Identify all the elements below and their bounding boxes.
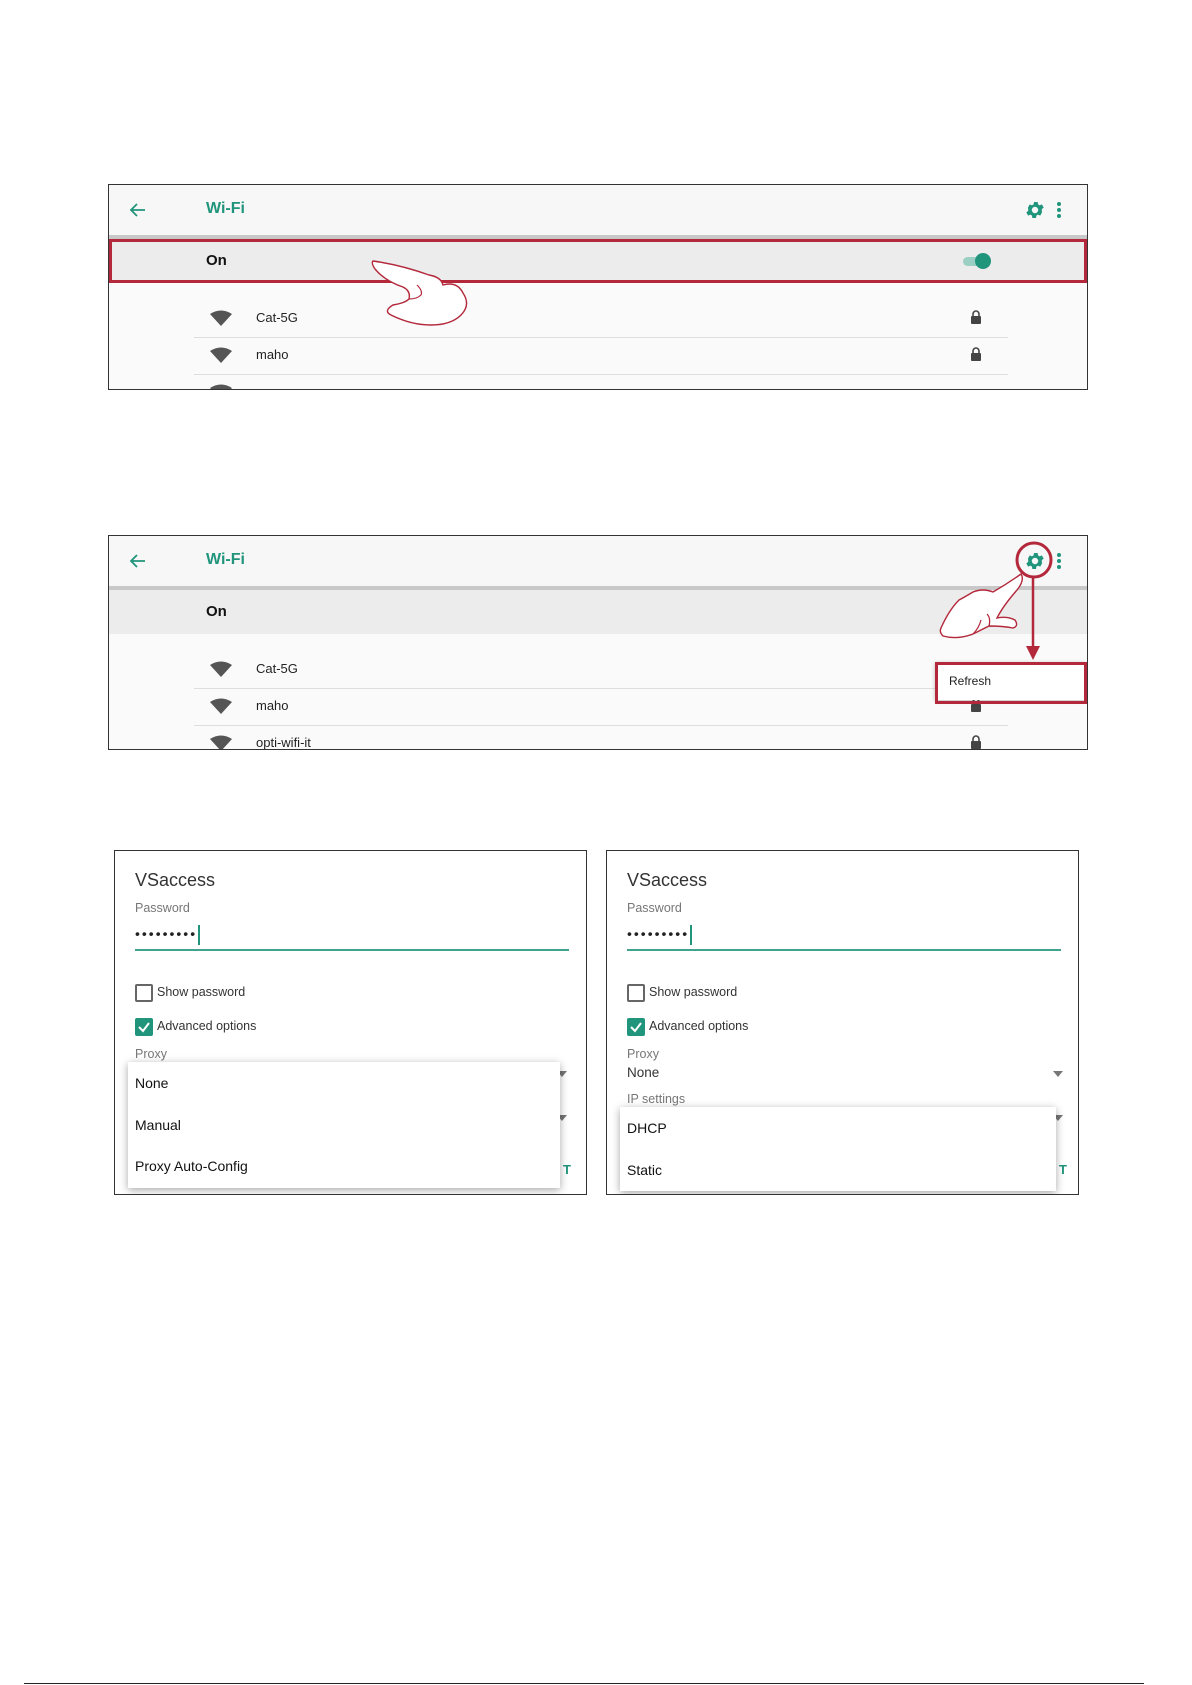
highlight-box-refresh [935,662,1087,704]
menu-item-refresh[interactable]: Refresh [949,674,992,688]
password-label: Password [627,901,682,915]
highlight-box-on-row [109,239,1087,283]
wifi-signal-icon [210,310,232,326]
ip-settings-label: IP settings [627,1092,686,1106]
network-list-item[interactable] [194,300,1008,338]
wifi-toggle-label: On [206,252,227,269]
text-caret [198,925,200,945]
dialog-title: VSaccess [627,870,708,890]
pointing-hand-icon [371,255,491,335]
network-list-item[interactable] [194,688,1008,726]
proxy-option-manual[interactable]: Manual [135,1117,181,1133]
back-arrow-icon[interactable] [127,550,149,572]
wifi-settings-panel-1 [108,184,1088,390]
page-title: Wi-Fi [206,551,245,568]
wifi-signal-icon [210,661,232,677]
network-list-item[interactable] [194,725,1008,750]
proxy-dropdown-menu [128,1062,560,1188]
network-name: Cat-5G [256,310,298,325]
back-arrow-icon[interactable] [127,199,149,221]
lock-icon [970,310,982,324]
connect-button-partial[interactable]: T [563,1162,571,1177]
password-input[interactable] [627,925,1061,951]
wifi-toggle-label: On [206,603,227,620]
ip-option-static[interactable]: Static [627,1162,663,1178]
advanced-options-label: Advanced options [649,1019,749,1033]
proxy-label: Proxy [135,1047,167,1061]
wifi-connect-dialog-ip [606,850,1079,1195]
show-password-label: Show password [649,985,738,999]
network-name: maho [256,698,289,713]
dropdown-arrow-icon [1053,1071,1063,1077]
gear-icon[interactable] [1024,199,1046,221]
network-list-item-partial[interactable] [194,374,1008,390]
advanced-options-checkbox[interactable] [135,1018,153,1036]
advanced-options-checkbox[interactable] [627,1018,645,1036]
network-list-item[interactable] [194,651,1008,689]
show-password-label: Show password [157,985,246,999]
lock-icon [970,735,982,749]
proxy-option-auto-config[interactable]: Proxy Auto-Config [135,1158,248,1174]
show-password-checkbox[interactable] [627,984,645,1002]
ip-option-dhcp[interactable]: DHCP [627,1120,667,1136]
password-value: ••••••••• [627,925,690,942]
wifi-signal-icon [210,735,232,750]
check-icon [629,1020,643,1034]
wifi-signal-icon [210,347,232,363]
password-value: ••••••••• [135,925,198,942]
show-password-checkbox[interactable] [135,984,153,1002]
network-list-item[interactable] [194,337,1008,375]
check-icon [137,1020,151,1034]
network-name: Cat-5G [256,661,298,676]
pointing-hand-icon [937,570,1027,650]
dialog-title: VSaccess [135,870,216,890]
proxy-option-none[interactable]: None [135,1075,169,1091]
network-name: opti-wifi-it [256,735,311,750]
advanced-options-label: Advanced options [157,1019,257,1033]
password-input[interactable] [135,925,569,951]
network-name: maho [256,347,289,362]
connect-button-partial[interactable]: T [1059,1162,1067,1177]
lock-icon [970,347,982,361]
ip-settings-dropdown-menu [620,1107,1056,1191]
more-vert-icon[interactable] [1053,198,1065,222]
proxy-select[interactable]: None [627,1065,660,1080]
app-bar [109,185,1087,239]
password-label: Password [135,901,190,915]
wifi-settings-panel-2 [108,535,1088,750]
wifi-connect-dialog-proxy [114,850,587,1195]
wifi-signal-icon [210,698,232,714]
wifi-signal-icon [210,384,232,390]
page-footer-rule [24,1683,1144,1684]
proxy-label: Proxy [627,1047,659,1061]
text-caret [690,925,692,945]
page-title: Wi-Fi [206,200,245,217]
